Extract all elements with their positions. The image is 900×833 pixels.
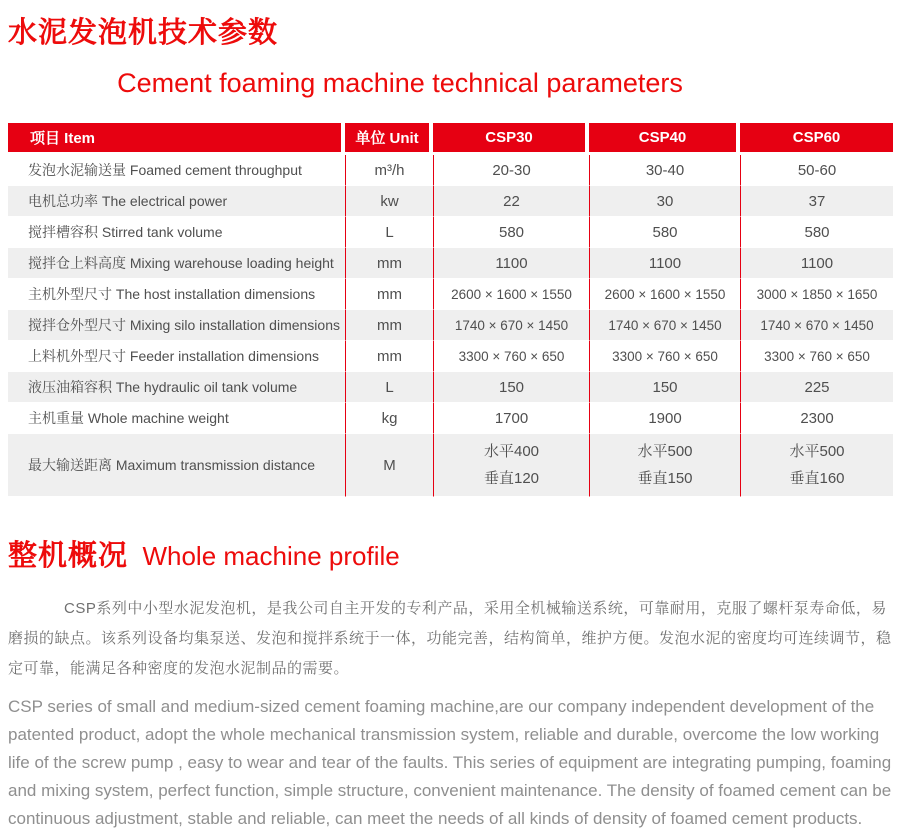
col-header-unit: 单位 Unit <box>345 123 433 155</box>
cell-unit: mm <box>345 341 433 372</box>
cell-value: 3300 × 760 × 650 <box>589 341 740 372</box>
cell-value: 3300 × 760 × 650 <box>740 341 893 372</box>
value-vertical: 垂直120 <box>483 470 540 487</box>
cell-item: 发泡水泥输送量 Foamed cement throughput <box>8 155 345 186</box>
col-header-item: 项目 Item <box>8 123 345 155</box>
cell-value: 3000 × 1850 × 1650 <box>740 279 893 310</box>
cell-value: 580 <box>740 217 893 248</box>
table-row <box>8 310 893 341</box>
cell-value: 1100 <box>740 248 893 279</box>
col-header-csp40: CSP40 <box>589 123 740 155</box>
profile-heading-en: Whole machine profile <box>142 541 400 571</box>
cell-value: 150 <box>589 372 740 403</box>
table-header-row <box>8 123 893 155</box>
cell-value: 30-40 <box>589 155 740 186</box>
cell-unit: L <box>345 372 433 403</box>
cell-value: 1100 <box>433 248 589 279</box>
value-vertical: 垂直160 <box>789 470 845 487</box>
cell-value: 37 <box>740 186 893 217</box>
table-row <box>8 341 893 372</box>
cell-value: 1900 <box>589 403 740 434</box>
parameters-table <box>8 123 893 497</box>
cell-item: 最大输送距离 Maximum transmission distance <box>8 434 345 497</box>
cell-value: 150 <box>433 372 589 403</box>
table-row <box>8 248 893 279</box>
page-subtitle-en: Cement foaming machine technical parameters <box>117 68 683 98</box>
cell-value: 2600 × 1600 × 1550 <box>433 279 589 310</box>
cell-value: 20-30 <box>433 155 589 186</box>
profile-section-heading <box>8 533 900 574</box>
cell-value: 50-60 <box>740 155 893 186</box>
cell-item: 液压油箱容积 The hydraulic oil tank volume <box>8 372 345 403</box>
cell-unit: kg <box>345 403 433 434</box>
table-row <box>8 279 893 310</box>
cell-unit: M <box>345 434 433 497</box>
cell-value: 1740 × 670 × 1450 <box>433 310 589 341</box>
cell-value: 580 <box>433 217 589 248</box>
cell-item: 上料机外型尺寸 Feeder installation dimensions <box>8 341 345 372</box>
cell-item: 主机重量 Whole machine weight <box>8 403 345 434</box>
table-row <box>8 434 893 497</box>
cell-item: 电机总功率 The electrical power <box>8 186 345 217</box>
profile-paragraph-en: CSP series of small and medium-sized cement foaming machine,are our company independent development of the patented product, adopt the whole mechanical transmission system, reliable and durable, overcome the low working life of the screw pump , easy to wear and tear of the faults. This series of equipment are integrating pumping, foaming and mixing system, perfect function, simple structure, convenient maintenance. The density of foamed cement can be continuous adjustment, stable and reliable, can meet the needs of all kinds of density of foamed cement products. <box>8 697 892 828</box>
cell-unit: kw <box>345 186 433 217</box>
value-horizontal: 水平500 <box>637 443 693 460</box>
cell-value <box>433 434 589 497</box>
cell-item: 搅拌仓外型尺寸 Mixing silo installation dimensions <box>8 310 345 341</box>
page-title-cn: 水泥发泡机技术参数 <box>8 17 279 49</box>
cell-item: 主机外型尺寸 The host installation dimensions <box>8 279 345 310</box>
profile-heading-cn: 整机概况 <box>8 540 129 572</box>
cell-unit: L <box>345 217 433 248</box>
cell-value: 1740 × 670 × 1450 <box>589 310 740 341</box>
cell-value <box>740 434 893 497</box>
cell-unit: mm <box>345 279 433 310</box>
value-vertical: 垂直150 <box>637 470 693 487</box>
value-horizontal: 水平400 <box>483 443 540 460</box>
cell-value <box>589 434 740 497</box>
cell-item: 搅拌槽容积 Stirred tank volume <box>8 217 345 248</box>
cell-value: 3300 × 760 × 650 <box>433 341 589 372</box>
profile-paragraph-cn: CSP系列中小型水泥发泡机，是我公司自主开发的专利产品，采用全机械输送系统，可靠耐用，克服了螺杆泵寿命低，易磨损的缺点。该系列设备均集泵送、发泡和搅拌系统于一体，功能完善，结构简单，维护方便。发泡水泥的密度均可连续调节，稳定可靠，能满足各种密度的发泡水泥制品的需要。 <box>8 600 892 677</box>
table-row <box>8 186 893 217</box>
cell-unit: mm <box>345 248 433 279</box>
cell-value: 2300 <box>740 403 893 434</box>
cell-value: 1700 <box>433 403 589 434</box>
cell-unit: m³/h <box>345 155 433 186</box>
cell-value: 1740 × 670 × 1450 <box>740 310 893 341</box>
cell-value: 30 <box>589 186 740 217</box>
table-row <box>8 155 893 186</box>
cell-value: 225 <box>740 372 893 403</box>
cell-value: 22 <box>433 186 589 217</box>
cell-value: 580 <box>589 217 740 248</box>
cell-value: 2600 × 1600 × 1550 <box>589 279 740 310</box>
col-header-csp30: CSP30 <box>433 123 589 155</box>
cell-unit: mm <box>345 310 433 341</box>
table-row <box>8 372 893 403</box>
table-row <box>8 217 893 248</box>
table-row <box>8 403 893 434</box>
col-header-csp60: CSP60 <box>740 123 893 155</box>
cell-item: 搅拌仓上料高度 Mixing warehouse loading height <box>8 248 345 279</box>
cell-value: 1100 <box>589 248 740 279</box>
value-horizontal: 水平500 <box>789 443 845 460</box>
